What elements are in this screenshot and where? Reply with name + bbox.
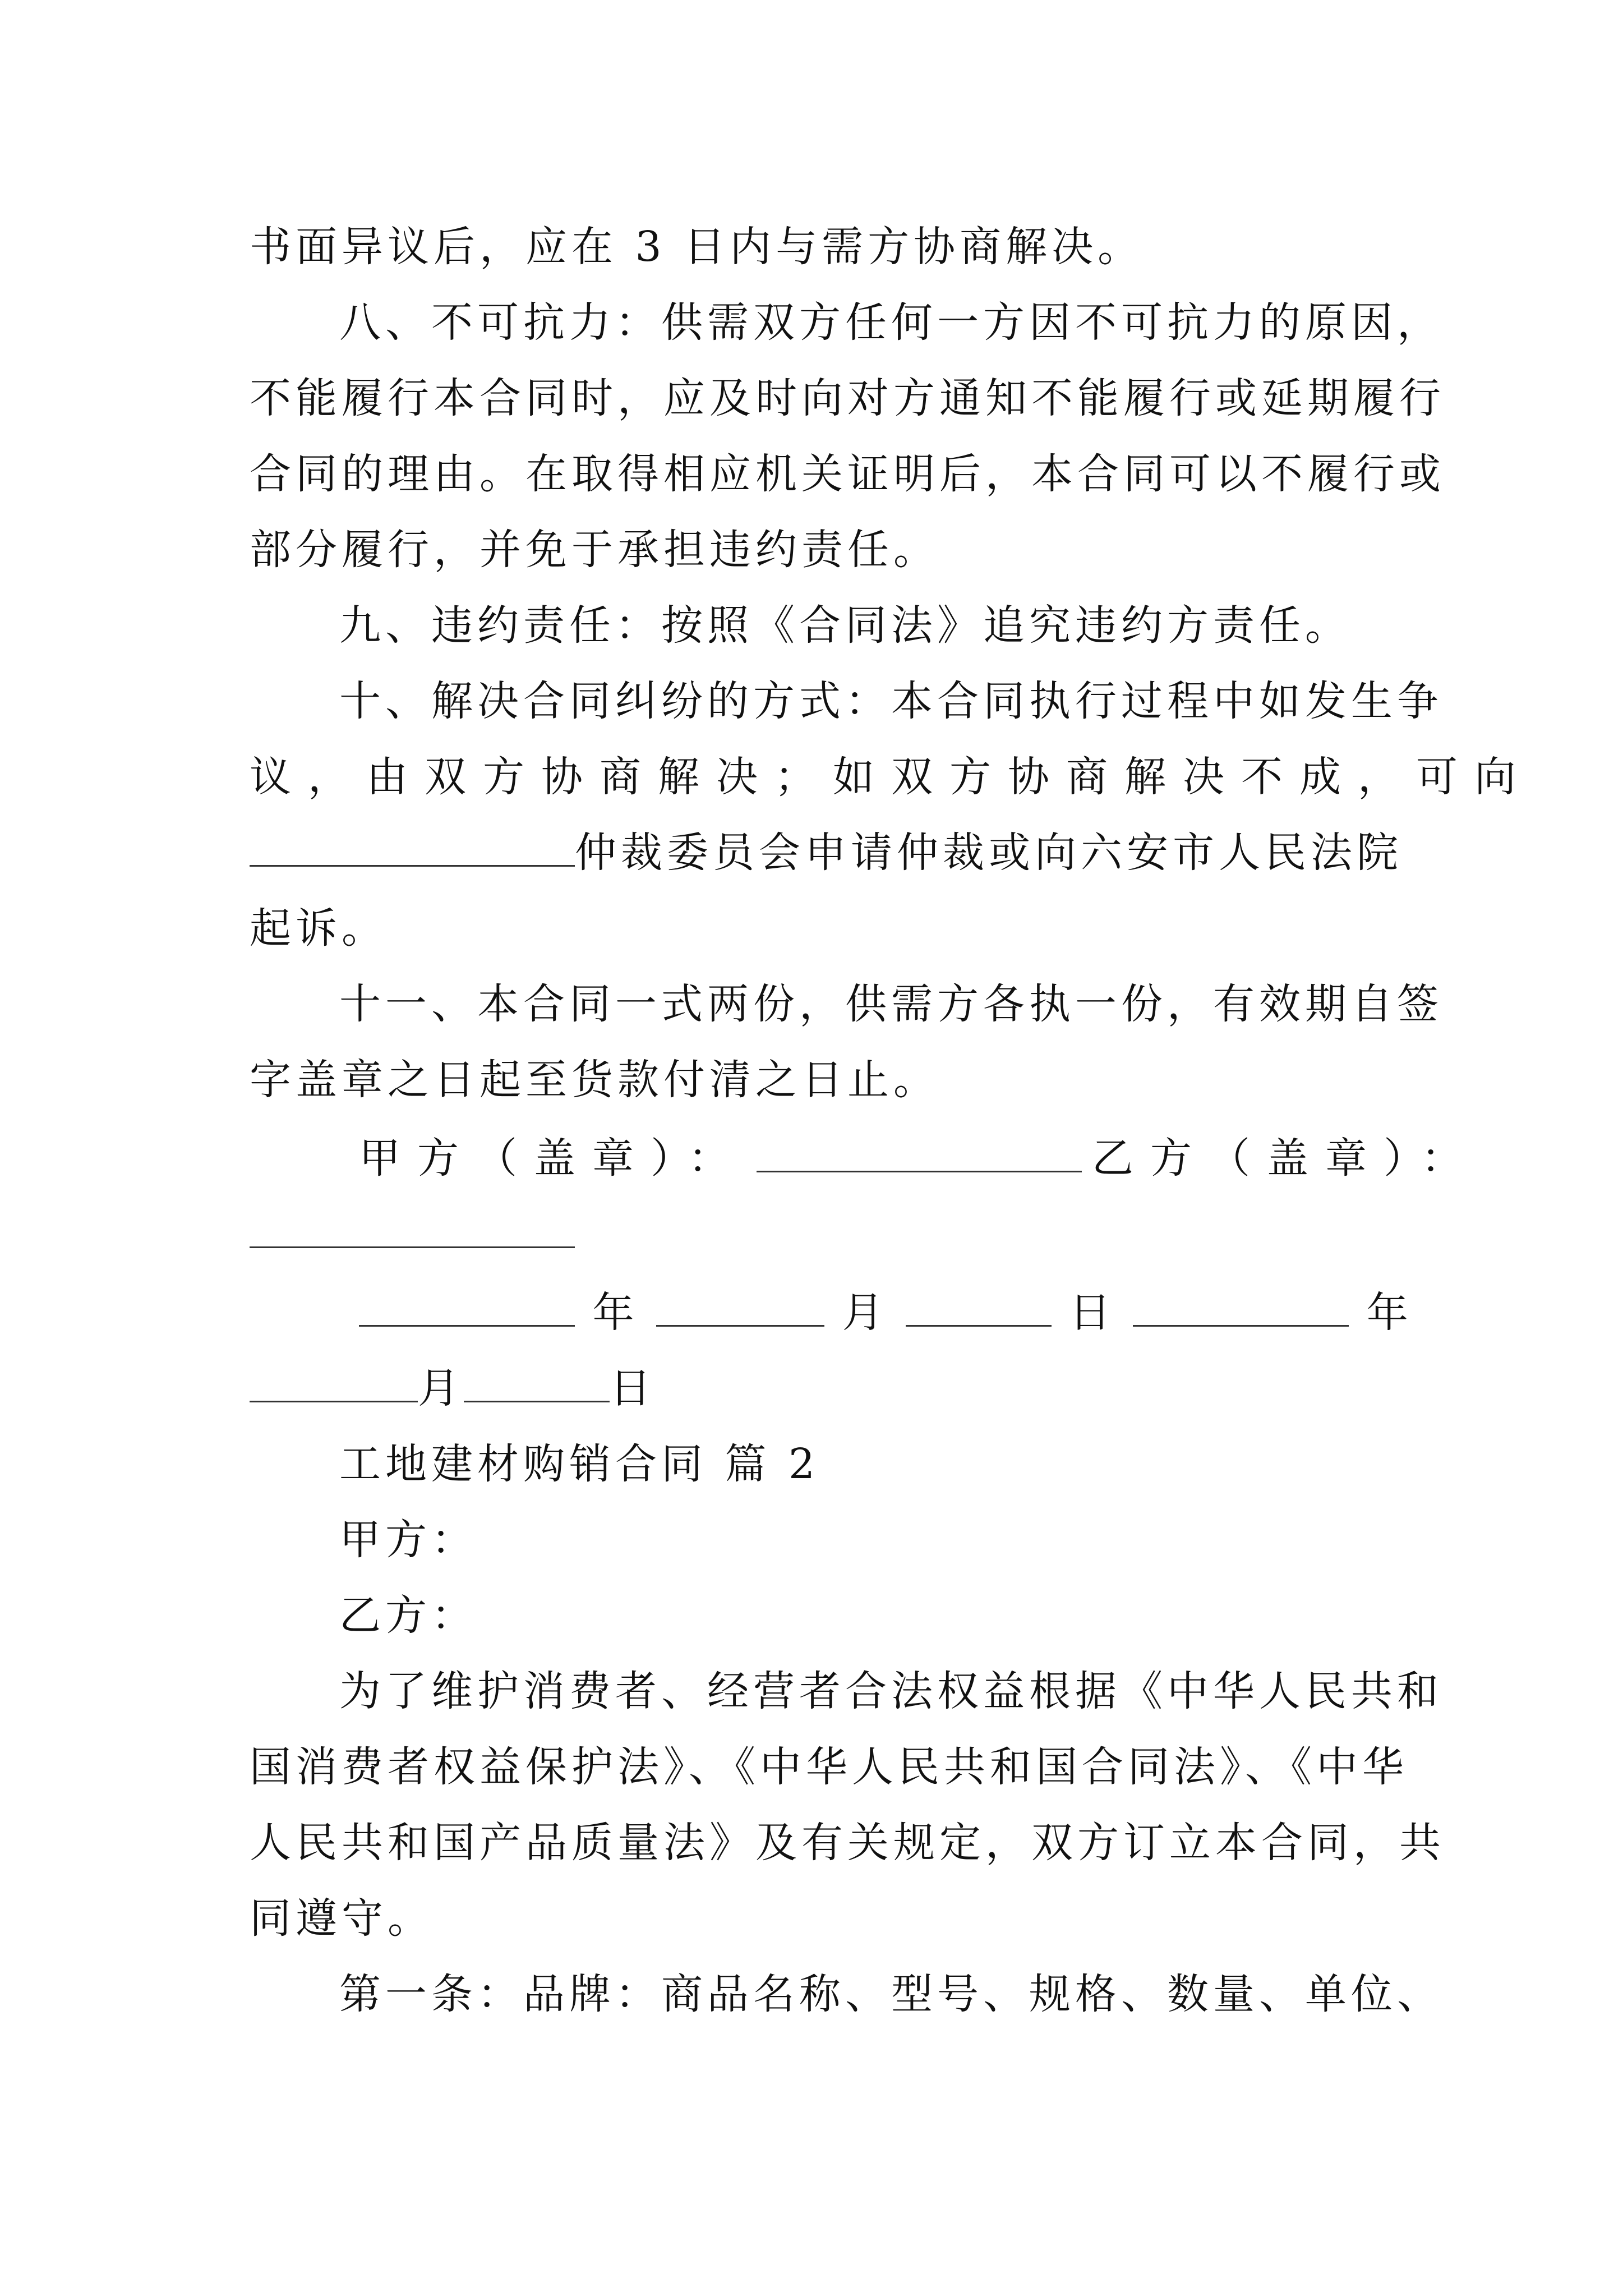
party-a-seal-blank <box>757 1136 1082 1172</box>
article-10-line-2: 议，由双方协商解决；如双方协商解决不成，可向 <box>250 753 1533 801</box>
date-b-month: 月 <box>418 1364 464 1412</box>
intro-line-2: 国消费者权益保护法》、《中华人民共和国合同法》、《中华 <box>250 1743 1408 1791</box>
date-b-day: 日 <box>610 1364 656 1412</box>
party-a-label: 甲方： <box>339 1516 477 1564</box>
date-line-2 <box>250 1360 1399 1416</box>
date-a-month: 月 <box>842 1289 888 1337</box>
arbitration-blank <box>250 830 575 867</box>
article-9: 九、违约责任：按照《合同法》追究违约方责任。 <box>339 601 1351 650</box>
article-11-line-1: 十一、本合同一式两份，供需方各执一份，有效期自签 <box>339 980 1443 1028</box>
party-b-seal-label: 乙方（盖章）： <box>1092 1134 1479 1182</box>
party-b-seal-blank-line <box>250 1206 1399 1262</box>
article-1: 第一条：品牌：商品名称、型号、规格、数量、单位、 <box>339 1970 1443 2018</box>
article-11-line-2: 字盖章之日起至货款付清之日止。 <box>250 1056 939 1104</box>
article-8-line-2: 不能履行本合同时，应及时向对方通知不能履行或延期履行 <box>250 374 1445 422</box>
party-a-seal-label: 甲方（盖章）： <box>359 1134 746 1182</box>
date-a-day: 日 <box>1069 1289 1115 1337</box>
article-8-line-1: 八、不可抗力：供需双方任何一方因不可抗力的原因， <box>339 298 1443 347</box>
section-2-title: 工地建材购销合同 篇 2 <box>339 1440 820 1488</box>
intro-line-1: 为了维护消费者、经营者合法权益根据《中华人民共和 <box>339 1667 1443 1715</box>
article-10-line-3 <box>250 825 1403 881</box>
party-b-seal-blank <box>250 1212 575 1248</box>
date-a-month-blank <box>656 1290 824 1327</box>
intro-line-4: 同遵守。 <box>250 1894 434 1943</box>
date-b-day-blank <box>464 1366 610 1402</box>
article-8-line-4: 部分履行，并免于承担违约责任。 <box>250 526 939 574</box>
date-line-1 <box>359 1285 1509 1341</box>
date-b-year-blank <box>1133 1290 1349 1327</box>
intro-line-3: 人民共和国产品质量法》及有关规定，双方订立本合同，共 <box>250 1819 1445 1867</box>
party-b-label: 乙方： <box>339 1591 477 1640</box>
date-a-year-blank <box>359 1290 575 1327</box>
date-a-day-blank <box>906 1290 1052 1327</box>
arbitration-text: 仲裁委员会申请仲裁或向六安市人民法院 <box>575 829 1403 877</box>
article-10-line-1: 十、解决合同纠纷的方式：本合同执行过程中如发生争 <box>339 677 1443 725</box>
paragraph-7-tail: 书面异议后，应在 3 日内与需方协商解决。 <box>250 223 1144 271</box>
article-8-line-3: 合同的理由。在取得相应机关证明后，本合同可以不履行或 <box>250 450 1445 498</box>
date-a-year: 年 <box>592 1289 639 1337</box>
date-b-month-blank <box>250 1366 418 1402</box>
date-b-year: 年 <box>1366 1289 1413 1337</box>
article-10-line-4: 起诉。 <box>250 904 388 953</box>
signature-line <box>359 1130 1509 1186</box>
